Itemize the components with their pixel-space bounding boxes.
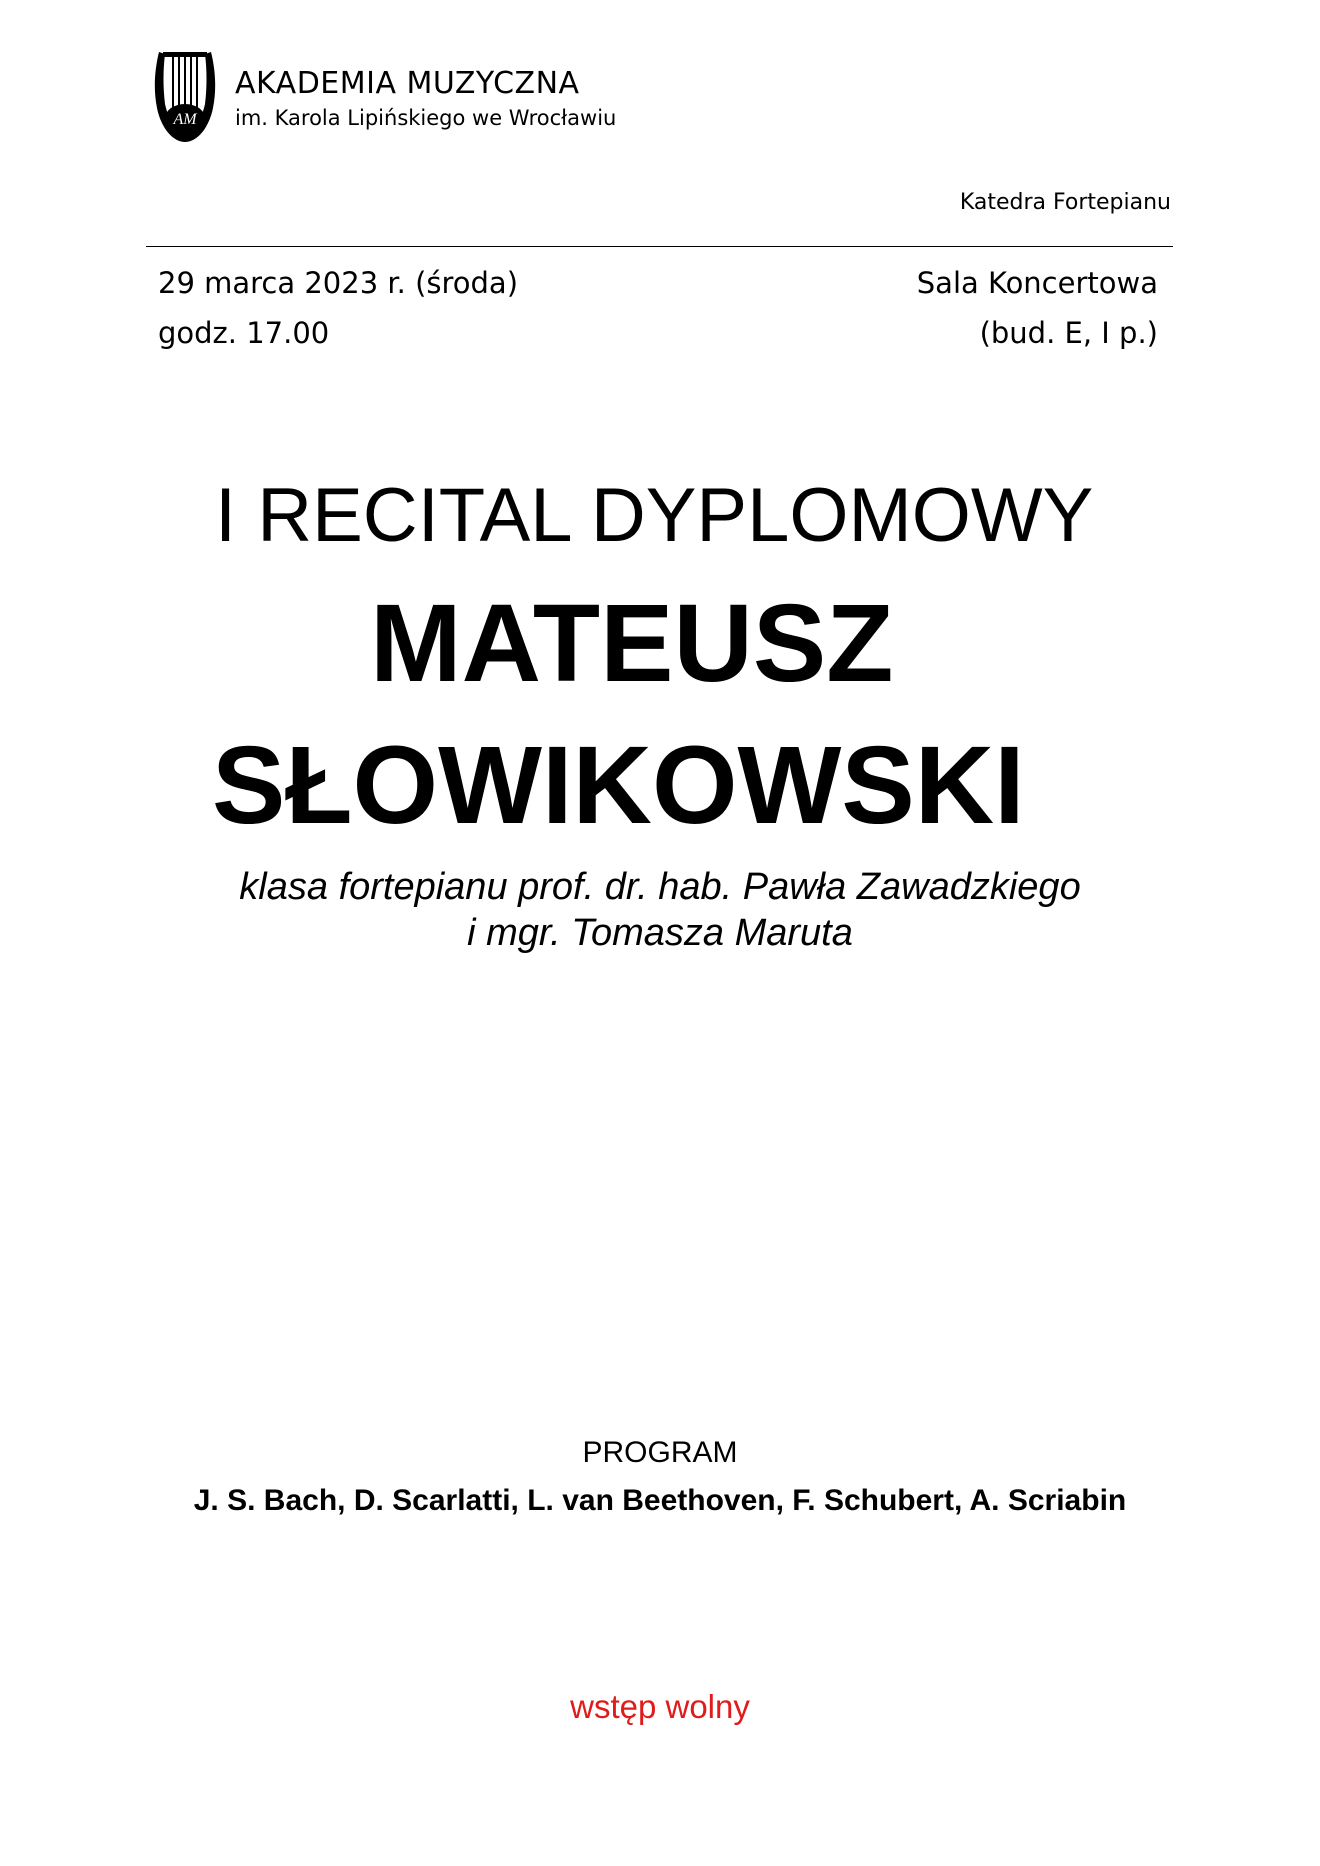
admission-note: wstęp wolny bbox=[570, 1688, 750, 1725]
recital-title: I RECITAL DYPLOMOWY bbox=[215, 473, 1094, 558]
event-time: godz. 17.00 bbox=[158, 316, 330, 350]
department: Katedra Fortepianu bbox=[959, 190, 1171, 215]
performer-last-name: SŁOWIKOWSKI bbox=[212, 724, 1025, 847]
event-venue: Sala Koncertowa bbox=[916, 266, 1158, 300]
class-line-2: i mgr. Tomasza Maruta bbox=[467, 912, 853, 954]
lyre-icon bbox=[149, 48, 221, 146]
svg-text:AM: AM bbox=[173, 111, 197, 128]
institution-name: AKADEMIA MUZYCZNA bbox=[235, 66, 580, 101]
event-venue-detail: (bud. E, I p.) bbox=[979, 316, 1158, 350]
event-date: 29 marca 2023 r. (środa) bbox=[158, 266, 519, 300]
program-composers: J. S. Bach, D. Scarlatti, L. van Beethoven, F. Schubert, A. Scriabin bbox=[193, 1484, 1127, 1517]
program-heading: PROGRAM bbox=[582, 1436, 738, 1469]
performer-first-name: MATEUSZ bbox=[370, 582, 894, 705]
header-divider bbox=[146, 246, 1173, 247]
class-line-1: klasa fortepianu prof. dr. hab. Pawła Zawadzkiego bbox=[239, 866, 1081, 908]
institution-subtitle: im. Karola Lipińskiego we Wrocławiu bbox=[235, 106, 617, 130]
